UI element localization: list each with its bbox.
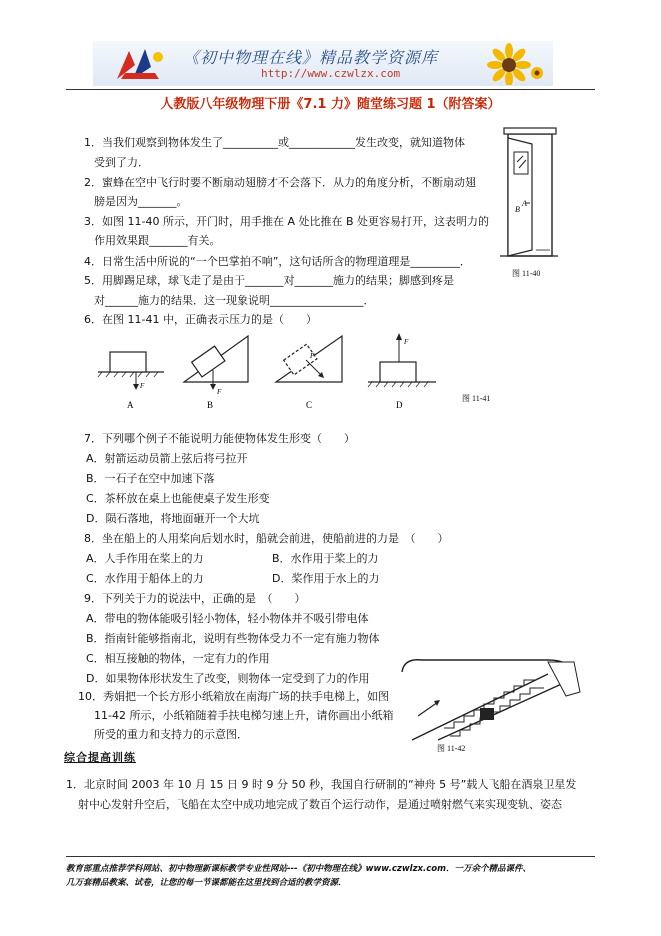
question-3-line1: 3．如图 11-40 所示，开门时，用手推在 A 处比推在 B 处更容易打开，这表明力的 (84, 215, 490, 228)
figure-option-d (368, 333, 436, 410)
figure-option-b (184, 336, 248, 410)
header-banner (93, 41, 553, 86)
question-5-line1: 5．用脚踢足球，球飞走了是由于_______对_______施力的结果；脚感到疼是 (84, 274, 454, 287)
question-7-option-d: D．陨石落地，将地面砸开一个大坑 (86, 512, 260, 525)
question-8-option-b: B．水作用于桨上的力 (272, 552, 379, 565)
comprehensive-1-line2: 射中心发射升空后，飞船在太空中成功地完成了数百个运行动作，是通过喷射燃气来实现变轨、姿态 (78, 798, 562, 811)
sunflower-icon (485, 43, 545, 85)
option-label-b: B (207, 400, 214, 410)
question-9-option-b: B．指南针能够指南北，说明有些物体受力不一定有施力物体 (86, 632, 380, 645)
figure-11-42-escalator (398, 652, 583, 742)
banner-url[interactable]: http://www.czwlzx.com (261, 67, 401, 80)
question-9-option-d: D．如果物体形状发生了改变，则物体一定受到了力的作用 (86, 672, 370, 685)
question-10-line1: 10．秀娟把一个长方形小纸箱放在南海广场的扶手电梯上，如图 (78, 690, 389, 703)
force-label-c: F (310, 352, 315, 360)
logo-icon (111, 45, 171, 83)
question-5-line2: 对______施力的结果．这一现象说明_________________． (94, 294, 375, 307)
footer-rule (66, 856, 595, 857)
question-9-option-a: A．带电的物体能吸引轻小物体，轻小物体并不吸引带电体 (86, 612, 369, 625)
question-6: 6．在图 11-41 中，正确表示压力的是（ ） (84, 313, 317, 326)
question-9: 9．下列关于力的说法中，正确的是 （ ） (84, 592, 306, 605)
question-8-option-c: C．水作用于船体上的力 (86, 572, 204, 585)
question-8-option-d: D．桨作用于水上的力 (272, 572, 380, 585)
question-8-option-a: A．人手作用在桨上的力 (86, 552, 204, 565)
header-rule (66, 89, 595, 90)
question-10-line2: 11-42 所示，小纸箱随着手扶电梯匀速上升，请你画出小纸箱 (94, 709, 394, 722)
door-label-b: B (515, 205, 520, 214)
question-8: 8．坐在船上的人用桨向后划水时，船就会前进，使船前进的力是 （ ） (84, 532, 449, 545)
door-label-a: A (522, 199, 527, 208)
footer-line-2: 几万套精品教案、试卷，让您的每一节课都能在这里找到合适的教学资源． (66, 878, 347, 888)
comprehensive-1-line1: 1．北京时间 2003 年 10 月 15 日 9 时 9 分 50 秒，我国自行研制的“神舟 5 号”载人飞船在酒泉卫星发 (66, 778, 577, 791)
option-label-a: A (127, 400, 134, 410)
question-3-line2: 作用效果跟_______有关。 (94, 234, 221, 247)
figure-11-40-door (500, 124, 558, 264)
figure-option-a (98, 352, 164, 410)
figure-11-40-caption: 图 11-40 (512, 269, 541, 278)
question-1-line2: 受到了力． (94, 156, 149, 169)
figure-11-42-caption: 图 11-42 (437, 744, 466, 753)
section-heading: 综合提高训练 (64, 751, 136, 764)
force-label-d: F (404, 338, 409, 346)
question-10-line3: 所受的重力和支持力的示意图． (94, 728, 248, 741)
question-7: 7．下列哪个例子不能说明力能使物体发生形变（ ） (84, 432, 355, 445)
question-2-line1: 2．蜜蜂在空中飞行时要不断扇动翅膀才不会落下．从力的角度分析，不断扇动翅 (84, 176, 476, 189)
question-7-option-c: C．茶杯放在桌上也能使桌子发生形变 (86, 492, 270, 505)
footer-line-1: 教育部重点推荐学科网站、初中物理新课标教学专业性网站---《初中物理在线》www.czwlzx.com．一万余个精品课件、 (66, 864, 531, 874)
page-title: 人教版八年级物理下册《7.1 力》随堂练习题 1（附答案） (160, 97, 501, 112)
figure-11-41-caption: 图 11-41 (462, 394, 491, 403)
force-label-a: F (140, 382, 145, 390)
force-label-b: F (217, 388, 222, 396)
question-9-option-c: C．相互接触的物体，一定有力的作用 (86, 652, 270, 665)
question-1-line1: 1．当我们观察到物体发生了__________或____________发生改变，就知道物体 (84, 136, 465, 149)
figure-11-41 (96, 330, 456, 412)
question-7-option-b: B．一石子在空中加速下落 (86, 472, 215, 485)
question-2-line2: 膀是因为_______。 (94, 195, 188, 208)
question-4: 4．日常生活中所说的“一个巴掌拍不响”，这句话所含的物理道理是_________． (84, 255, 471, 268)
option-label-d: D (396, 400, 403, 410)
banner-title: 《初中物理在线》精品教学资源库 (183, 48, 439, 67)
option-label-c: C (306, 400, 313, 410)
question-7-option-a: A．射箭运动员箭上弦后将弓拉开 (86, 452, 248, 465)
figure-option-c (276, 336, 342, 410)
